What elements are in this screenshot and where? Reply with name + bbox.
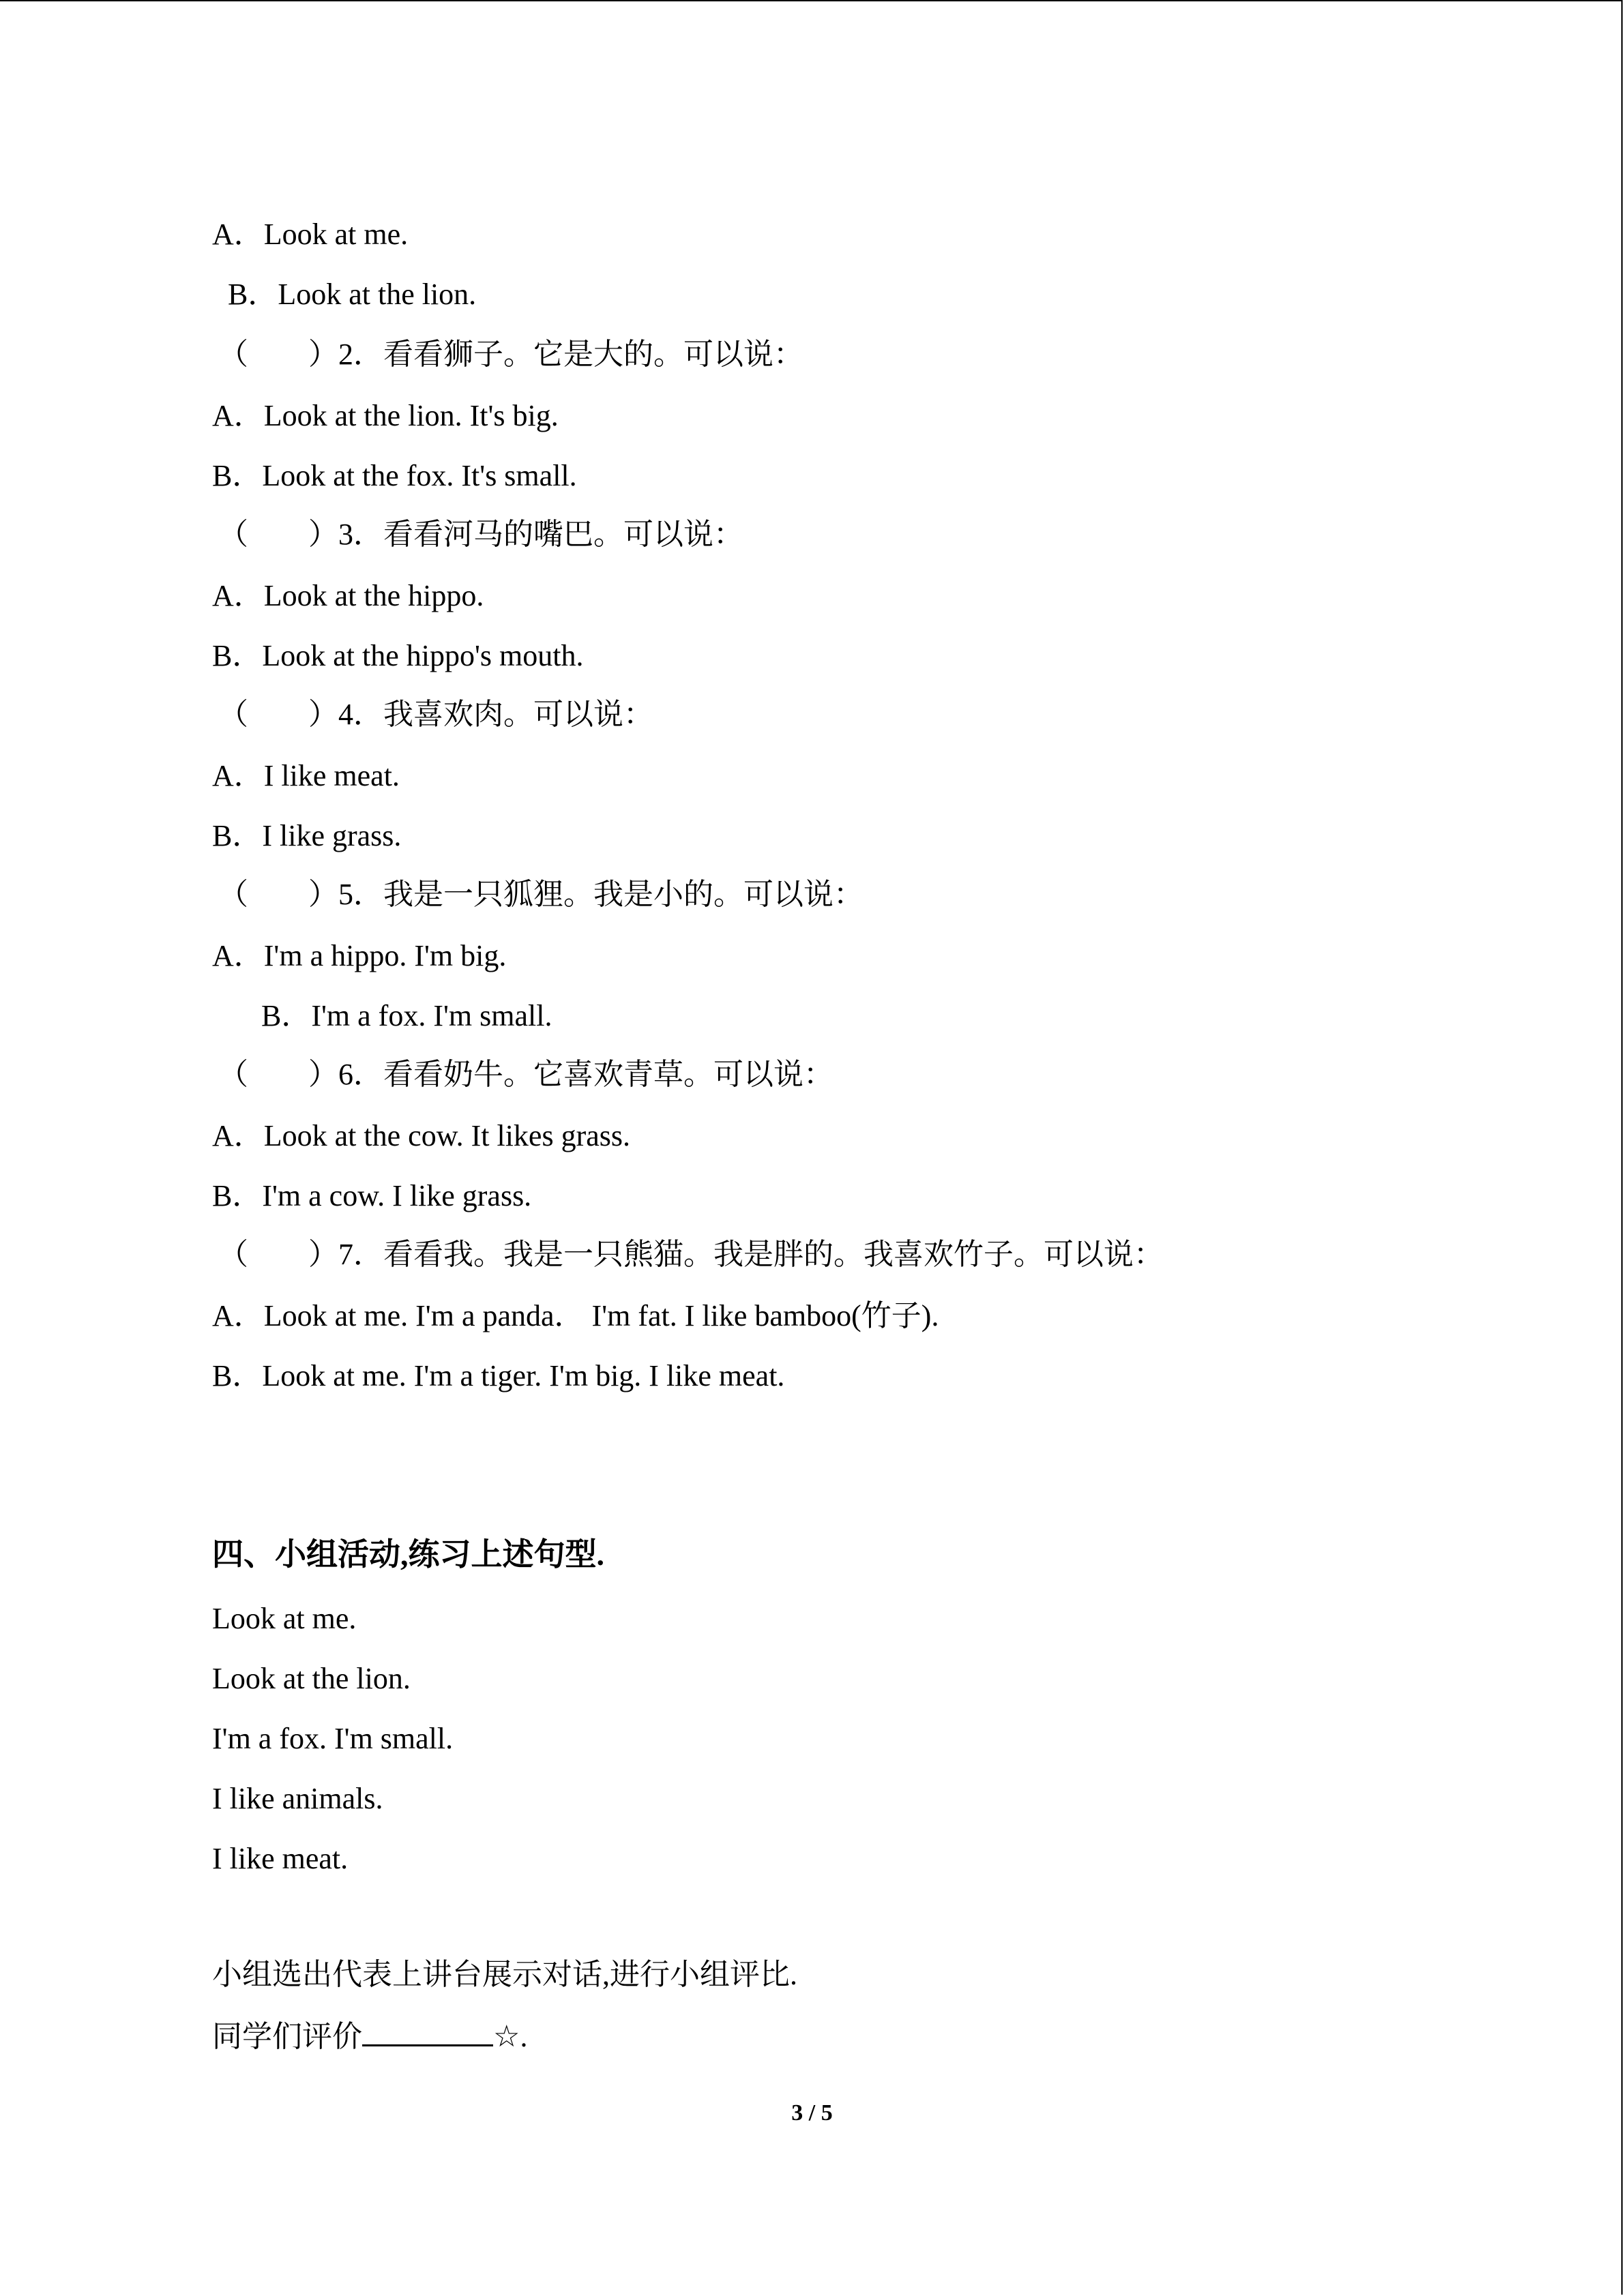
q2-option-a: A．Look at the lion. It's big.: [212, 399, 559, 432]
practice-sentence: I like meat.: [212, 1842, 349, 1875]
q6-option-a: A．Look at the cow. It likes grass.: [212, 1119, 631, 1152]
q3-prompt: （ ）3．看看河马的嘴巴。可以说：: [218, 518, 743, 551]
q2-option-b: B．Look at the fox. It's small.: [212, 459, 577, 492]
page-number: 3 / 5: [791, 2100, 833, 2126]
q7-option-a: A．Look at me. I'm a panda． I'm fat. I like bamboo(竹子).: [212, 1299, 939, 1332]
q5-option-b: B．I'm a fox. I'm small.: [261, 999, 552, 1032]
q1-option-a: A．Look at me.: [212, 218, 409, 251]
q5-prompt: （ ）5．我是一只狐狸。我是小的。可以说：: [218, 878, 863, 911]
section-four-heading: 四、小组活动,练习上述句型.: [212, 1537, 604, 1572]
q5-option-a: A．I'm a hippo. I'm big.: [212, 939, 507, 972]
practice-sentence: Look at the lion.: [212, 1662, 411, 1695]
evaluation-label: 同学们评价: [212, 2020, 362, 2053]
evaluation-blank: [362, 2017, 493, 2046]
q3-option-a: A．Look at the hippo.: [212, 579, 484, 612]
q4-option-a: A．I like meat.: [212, 759, 400, 792]
practice-sentence: I'm a fox. I'm small.: [212, 1722, 454, 1755]
q7-option-b: B．Look at me. I'm a tiger. I'm big. I like meat.: [212, 1359, 785, 1392]
q4-option-b: B．I like grass.: [212, 819, 402, 852]
q4-prompt: （ ）4．我喜欢肉。可以说：: [218, 698, 653, 731]
evaluation-line: [212, 2017, 527, 2055]
q6-option-b: B．I'm a cow. I like grass.: [212, 1179, 532, 1212]
q7-prompt: （ ）7．看看我。我是一只熊猫。我是胖的。我喜欢竹子。可以说：: [218, 1238, 1164, 1271]
q1-option-b: B．Look at the lion.: [228, 278, 477, 311]
group-activity-instruction: 小组选出代表上讲台展示对话,进行小组评比.: [212, 1958, 797, 1991]
q2-prompt: （ ）2．看看狮子。它是大的。可以说：: [218, 338, 803, 371]
q3-option-b: B．Look at the hippo's mouth.: [212, 639, 584, 672]
practice-sentence: I like animals.: [212, 1782, 383, 1815]
star-icon: ☆.: [493, 2020, 528, 2053]
q6-prompt: （ ）6．看看奶牛。它喜欢青草。可以说：: [218, 1058, 833, 1091]
practice-sentence: Look at me.: [212, 1602, 357, 1635]
